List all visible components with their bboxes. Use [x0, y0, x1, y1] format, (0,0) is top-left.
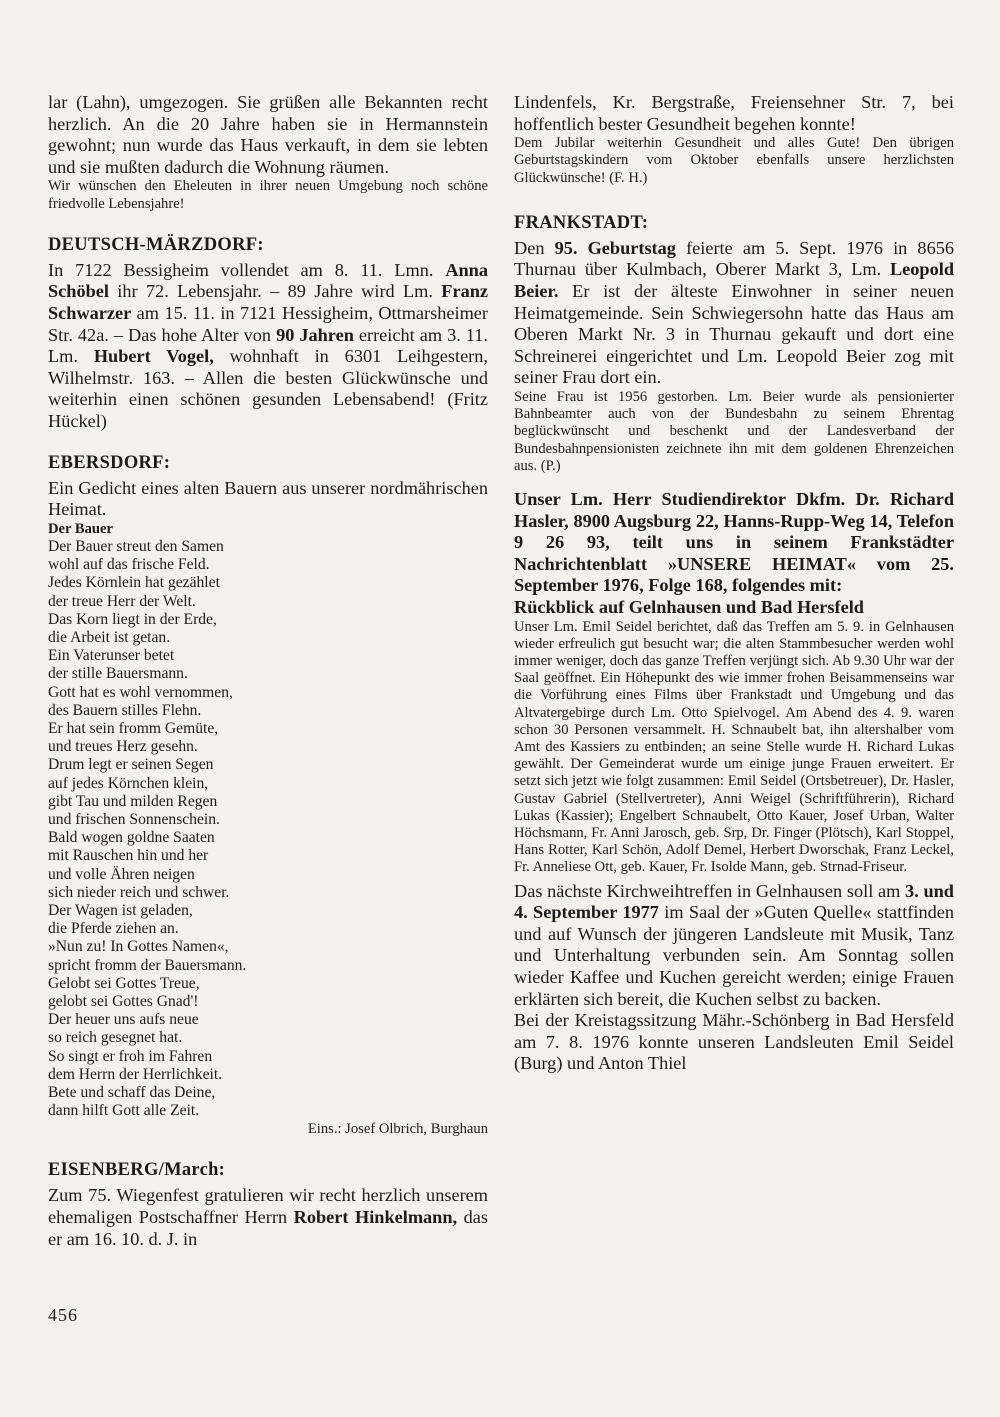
poem-line: dann hilft Gott alle Zeit. — [48, 1102, 200, 1120]
fr-text-2: feierte am 5. Sept. 1976 in 8656 Thurnau über Kulmbach, Oberer Markt 3, Lm. — [514, 237, 954, 280]
poem-line: Drum legt er seinen Segen — [48, 756, 214, 774]
poem-line: Bald wogen goldne Saaten — [48, 829, 215, 847]
poem-line: des Bauern stilles Flehn. — [48, 701, 202, 719]
poem-line: der stille Bauersmann. — [48, 665, 188, 683]
poem-line: und volle Ähren neigen — [48, 865, 195, 883]
poem — [48, 538, 488, 1121]
poem-line: wohl auf das frische Feld. — [48, 556, 210, 574]
poem-line: So singt er froh im Fahren — [48, 1047, 213, 1065]
heading-eisenberg: EISENBERG/March: — [48, 1160, 226, 1181]
poem-line: die Pferde ziehen an. — [48, 920, 179, 938]
poem-line: »Nun zu! In Gottes Namen«, — [48, 938, 229, 956]
left-intro-paragraph: lar (Lahn), umgezogen. Sie grüßen alle Bekannten recht herzlich. An die 20 Jahre haben sie in Hermannstein gewohnt; nun wurde das Haus verkauft, in dem sie lebten und sie mußten dadurch die Wohnung räumen. — [48, 92, 488, 177]
dm-name-schwarzer: Franz Schwarzer — [48, 281, 488, 323]
dm-text-2: ihr 72. Lebensjahr. – 89 Jahre wird Lm. — [108, 281, 442, 302]
heading-deutsch-maerzdorf: DEUTSCH-MÄRZDORF: — [48, 234, 264, 255]
dm-text-3: am 15. 11. in 7121 Hessigheim, Ottmarsheimer Str. 42a. – Das hohe Alter von — [48, 302, 488, 345]
hasler-announcement: Unser Lm. Herr Studiendirektor Dkfm. Dr. Richard Hasler, 8900 Augsburg 22, Hanns-Rupp-Weg 14, Telefon 9 26 93, teilt uns in seinem Frankstädter Nachrichtenblatt »UNSERE HEIMAT« vom 25. September 1976, Folge 168, folgendes mit: — [514, 488, 954, 596]
heading-ebersdorf: EBERSDORF: — [48, 452, 171, 473]
poem-line: Er hat sein fromm Gemüte, — [48, 719, 219, 737]
poem-line: spricht fromm der Bauersmann. — [48, 956, 247, 974]
poem-line: sich nieder reich und schwer. — [48, 883, 230, 901]
poem-line: mit Rauschen hin und her — [48, 847, 209, 865]
frankstadt-paragraph — [514, 238, 954, 389]
poem-line: der treue Herr der Welt. — [48, 592, 196, 610]
kirch-date: 3. und 4. September 1977 — [514, 880, 954, 923]
poem-line: dem Herrn der Herrlichkeit. — [48, 1065, 223, 1083]
rueckblick-title: Rückblick auf Gelnhausen und Bad Hersfeld — [514, 596, 864, 617]
poem-line: und treues Herz gesehn. — [48, 738, 198, 756]
poem-line: Der Bauer streut den Samen — [48, 537, 224, 555]
poem-line: Der Wagen ist geladen, — [48, 901, 193, 919]
poem-line: Bete und schaff das Deine, — [48, 1084, 216, 1102]
poem-line: Ein Vaterunser betet — [48, 647, 175, 665]
deutsch-maerzdorf-paragraph — [48, 260, 488, 433]
poem-line: die Arbeit ist getan. — [48, 628, 171, 646]
dm-text-5: wohnhaft in 6301 Leihgestern, Wilhelmstr. 163. – Allen die besten Glückwünsche und weiterhin einen schönen gesunden Lebensabend! (Fritz Hückel) — [48, 346, 488, 431]
eis-text-1: Zum 75. Wiegenfest gratulieren wir recht herzlich unserem ehemaligen Postschaffner Herrn — [48, 1185, 488, 1228]
fr-95-geburtstag: 95. Geburtstag — [554, 237, 676, 258]
kreistag-paragraph: Bei der Kreistagssitzung Mähr.-Schönberg in Bad Hersfeld am 7. 8. 1976 konnte unseren Landsleuten Emil Seidel (Burg) und Anton Thiel — [514, 1010, 954, 1074]
fr-name-beier: Leopold Beier. — [514, 259, 954, 301]
right-top-wish: Dem Jubilar weiterhin Gesundheit und alles Gute! Den übrigen Geburtstagskindern vom Oktober ebenfalls unsere herzlichsten Glückwünsche! (F. H.) — [514, 135, 954, 186]
dm-90-jahren: 90 Jahren — [276, 324, 354, 345]
eisenberg-paragraph — [48, 1185, 488, 1250]
kirchweih-paragraph — [514, 881, 954, 1011]
left-intro-wish: Wir wünschen den Eheleuten in ihrer neuen Umgebung noch schöne friedvolle Lebensjahre! — [48, 178, 488, 212]
poem-line: gelobt sei Gottes Gnad'! — [48, 993, 199, 1010]
poem-line: gibt Tau und milden Regen — [48, 792, 218, 810]
rueckblick-text: Unser Lm. Emil Seidel berichtet, daß das Treffen am 5. 9. in Gelnhausen wieder erfreulich gut besucht war; die alten Stammbesucher werden wohl immer weniger, doch das ganze Treffen verjüngt sich. Ab 9.30 Uhr war der Saal geöffnet. Ein Höhepunkt des wie immer frohen Beisammenseins war die Vorführung eines Films über Frankstadt und Umgebung und das Altvatergebirge durch Lm. Otto Spielvogel. Am Abend des 4. 9. waren schon 30 Personen versammelt. H. Schnaubelt bat, ihn altershalber vom Amt des Kassiers zu entbinden; an seine Stelle wurde H. Richard Lukas gewählt. Der Gemeinderat wurde um einige junge Frauen erweitert. Er setzt sich jetzt wie folgt zusammen: Emil Seidel (Ortsbetreuer), Dr. Hasler, Gustav Gabriel (Stellvertreter), Anni Weigel (Schriftführerin), Richard Lukas (Kassier); Engelbert Schnaubelt, Otto Kauer, Josef Urban, Walter Höchsmann, Fr. Anni Jarosch, geb. Srp, Dr. Finger (Plötsch), Karl Stoppel, Hans Rotter, Karl Schön, Adolf Demel, Herbert Dworschak, Franz Leckel, Fr. Anneliese Ott, geb. Kauer, Fr. Isolde Mann, geb. Strnad-Friseur. — [514, 618, 954, 876]
kirch-text-2: im Saal der »Guten Quelle« stattfinden und auf Wunsch der jüngeren Landsleute mit Musik, Tanz und Unterhaltung verbunden sein. Am Sonntag sollen wieder Kaffee und Kuchen gereicht werden; einige Frauen erklärten sich bereit, die Kuchen selbst zu backen. — [514, 902, 954, 1009]
page-number: 456 — [48, 1305, 78, 1325]
frankstadt-small-paragraph: Seine Frau ist 1956 gestorben. Lm. Beier wurde als pensionierter Bahnbeamter auch von der Bundesbahn zu seinem Ehrentag beglückwünscht und beschenkt und der Landesverband der Bundesbahnpensionisten zeichnete ihn mit dem goldenen Ehrenzeichen aus. (P.) — [514, 388, 954, 474]
eis-text-2: das er am 16. 10. d. J. in — [48, 1207, 488, 1249]
heading-frankstadt: FRANKSTADT: — [514, 212, 649, 233]
kirch-text-1: Das nächste Kirchweihtreffen in Gelnhausen soll am — [514, 880, 906, 901]
dm-name-schoebel: Anna Schöbel — [48, 259, 488, 302]
poem-title: Der Bauer — [48, 520, 113, 537]
poem-line: Gott hat es wohl vernommen, — [48, 683, 233, 701]
right-column — [514, 92, 954, 1075]
dm-text-1: In 7122 Bessigheim vollendet am 8. 11. Lmn. — [48, 259, 446, 280]
poem-line: so reich gesegnet hat. — [48, 1029, 183, 1047]
poem-line: Jedes Körnlein hat gezählet — [48, 574, 220, 592]
left-column — [48, 92, 488, 1250]
poem-line: Der heuer uns aufs neue — [48, 1011, 199, 1029]
fr-text-1: Den — [514, 237, 555, 258]
poem-line: und frischen Sonnenschein. — [48, 810, 220, 828]
poem-line: Gelobt sei Gottes Treue, — [48, 974, 200, 992]
eis-name-hinkelmann: Robert Hinkelmann, — [293, 1207, 458, 1228]
dm-name-vogel: Hubert Vogel, — [93, 346, 214, 367]
poem-line: Das Korn liegt in der Erde, — [48, 610, 217, 628]
dm-text-4: erreicht am 3. 11. Lm. — [48, 324, 488, 367]
right-top-paragraph: Lindenfels, Kr. Bergstraße, Freiensehner Str. 7, bei hoffentlich bester Gesundheit begehen konnte! — [514, 92, 954, 134]
poem-signature: Eins.: Josef Olbrich, Burghaun — [307, 1121, 488, 1138]
poem-line: auf jedes Körnchen klein, — [48, 774, 209, 792]
ebersdorf-intro: Ein Gedicht eines alten Bauern aus unserer nordmährischen Heimat. — [48, 477, 488, 520]
fr-text-3: Er ist der älteste Einwohner in seiner neuen Heimatgemeinde. Sein Schwiegersohn hatte das Haus am Oberen Markt Nr. 3 in Thurnau gekauft und dort eine Schreinerei eingerichtet und Lm. Leopold Beier zog mit seiner Frau dort ein. — [514, 280, 954, 388]
